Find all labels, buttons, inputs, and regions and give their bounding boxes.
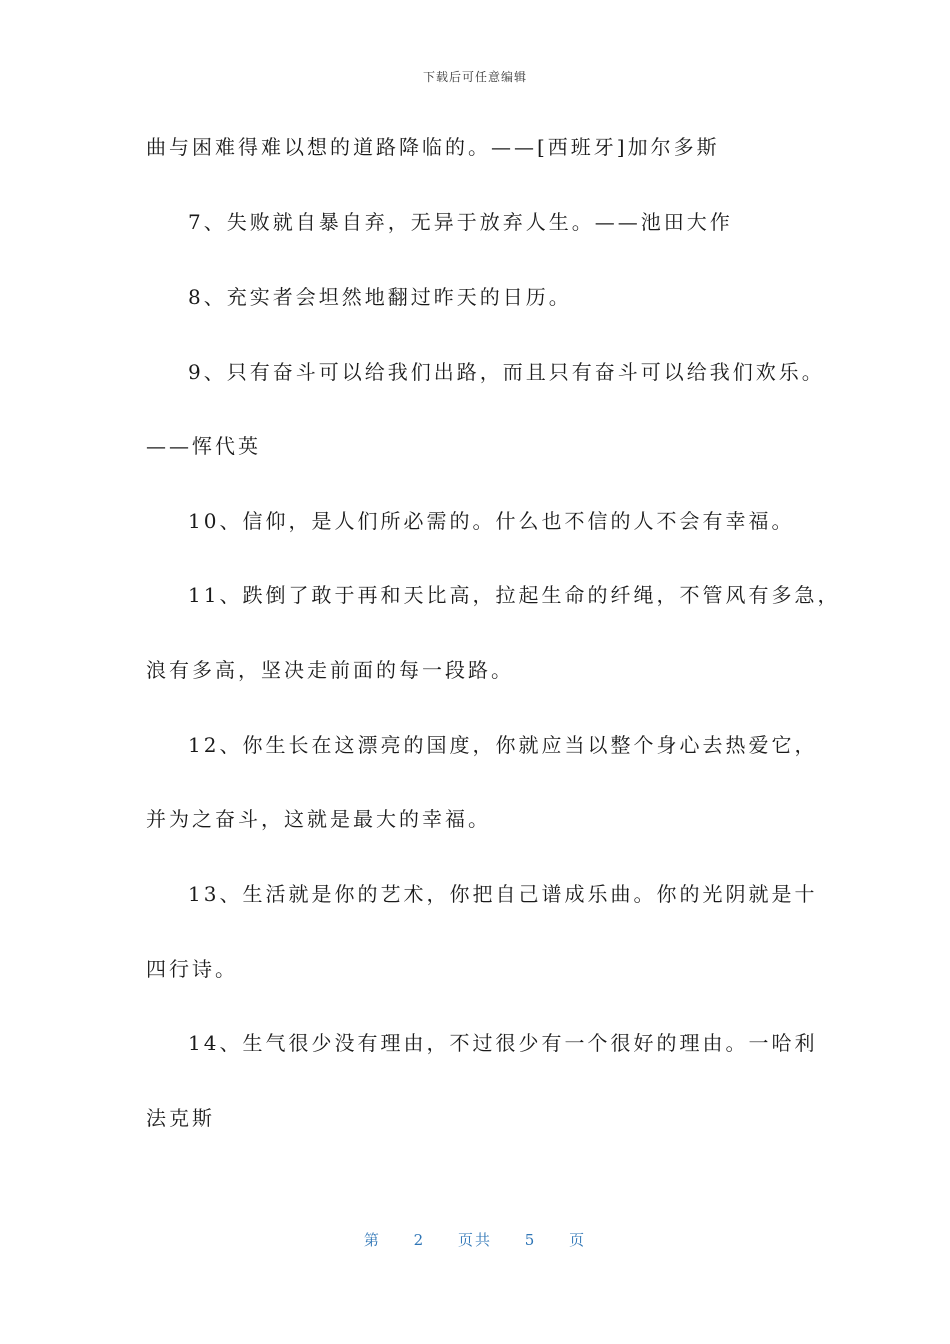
text-line: ——恽代英 <box>146 434 261 458</box>
header-note: 下载后可任意编辑 <box>422 70 527 84</box>
text-line: 四行诗。 <box>146 957 238 981</box>
footer-suffix: 页 <box>569 1231 587 1249</box>
text-line: 11、跌倒了敢于再和天比高，拉起生命的纤绳，不管风有多急， <box>188 583 841 607</box>
text-line: 12、你生长在这漂亮的国度，你就应当以整个身心去热爱它， <box>188 733 818 757</box>
text-line: 法克斯 <box>146 1106 215 1130</box>
footer-page-number: 2 <box>413 1231 426 1249</box>
text-line: 7、失败就自暴自弃，无异于放弃人生。——池田大作 <box>188 210 733 234</box>
text-line: 10、信仰，是人们所必需的。什么也不信的人不会有幸福。 <box>188 509 795 533</box>
text-line: 8、充实者会坦然地翻过昨天的日历。 <box>188 285 572 309</box>
footer-prefix: 第 <box>363 1231 381 1249</box>
text-line: 14、生气很少没有理由，不过很少有一个很好的理由。一哈利 <box>188 1031 818 1055</box>
page-footer <box>0 1229 950 1250</box>
text-line: 浪有多高，坚决走前面的每一段路。 <box>146 658 514 682</box>
text-line: 曲与困难得难以想的道路降临的。——[西班牙]加尔多斯 <box>146 135 720 159</box>
text-line: 13、生活就是你的艺术，你把自己谱成乐曲。你的光阴就是十 <box>188 882 818 906</box>
text-line: 9、只有奋斗可以给我们出路，而且只有奋斗可以给我们欢乐。 <box>188 360 825 384</box>
footer-total-pages: 5 <box>524 1231 537 1249</box>
text-line: 并为之奋斗，这就是最大的幸福。 <box>146 807 491 831</box>
footer-middle: 页共 <box>457 1231 492 1249</box>
